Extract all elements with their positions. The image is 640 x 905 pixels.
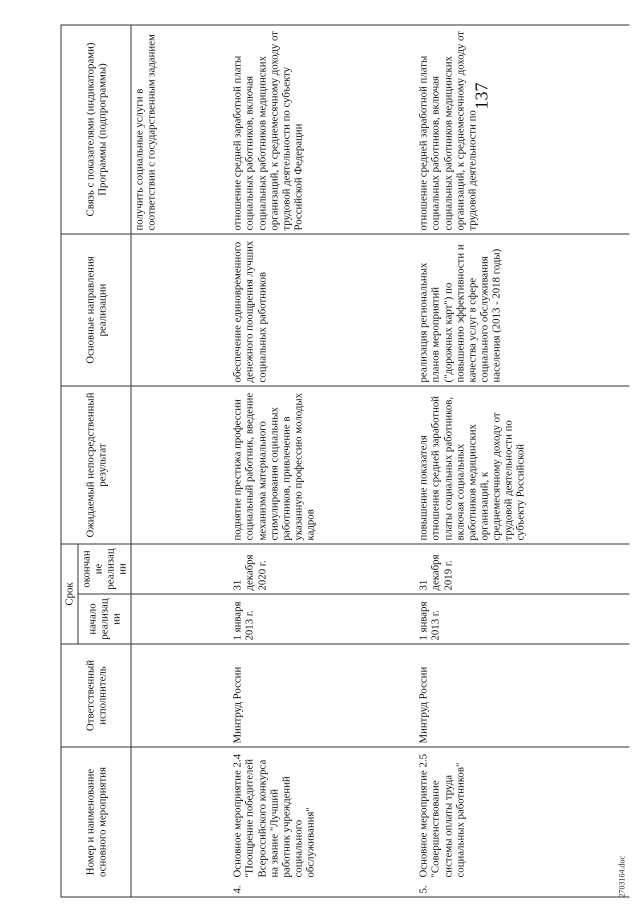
header-main-directions: Основные направления реализации [61, 234, 131, 386]
cell-executor: Минтруд России [409, 644, 629, 747]
row-number: 4. [231, 884, 244, 893]
measures-table [60, 24, 629, 897]
header-expected-result: Ожидаемый непосредственный результат [61, 386, 131, 544]
header-program-link: Связь с показателями (индикаторами) Программы (подпрограммы) [61, 25, 131, 234]
header-executor: Ответственный исполнитель [61, 644, 131, 747]
table-body [131, 25, 630, 897]
document-footer-code: 2703164.doc [617, 855, 626, 897]
measure-name: Основное мероприятие 2.5 "Совершенствование системы оплаты труда социальных работников" [417, 753, 466, 877]
cell-empty [131, 386, 224, 544]
cell-program-link: получить социальные услуги в соответствии с государственным заданием [131, 25, 224, 234]
header-number-and-name: Номер и наименование основного мероприятия [61, 747, 131, 897]
cell-number-and-name [409, 747, 629, 897]
cell-expected-result: повышение показателя отношения средней заработной платы социальных работников, включая социальных работников медицинских организаций, к среднемесячному доходу от трудовой деятельности по субъекту Российской [409, 386, 629, 544]
header-term: Срок [61, 544, 78, 644]
measure-name: Основное мероприятие 2.4 "Поощрение победителей Всероссийского конкурса на звание "Лучший работник учреждений социального обслуживания" [231, 753, 316, 877]
cell-main-directions: реализация региональных планов мероприятий ("дорожных карт") по повышению эффективности и качества услуг в сфере социального обслуживания населения (2013 - 2018 годы) [409, 234, 629, 386]
page-number: 137 [471, 82, 491, 109]
cell-main-directions: обеспечение единовременного денежного поощрения лучших социальных работников [223, 234, 409, 386]
cell-number-and-name [223, 747, 409, 897]
table-row [409, 25, 629, 897]
cell-empty [131, 644, 224, 747]
cell-start: 1 января 2013 г. [409, 594, 629, 644]
cell-program-link: отношение средней заработной платы социальных работников, включая социальных работников медицинских организаций, к среднемесячному доходу от трудовой деятельности по [409, 25, 629, 234]
header-term-start: начало реализации [78, 594, 131, 644]
cell-empty [131, 747, 224, 897]
cell-start: 1 января 2013 г. [223, 594, 409, 644]
table-row [223, 25, 409, 897]
cell-end: 31 декабря 2020 г. [223, 544, 409, 594]
table-header [61, 25, 131, 897]
cell-empty [131, 594, 224, 644]
cell-program-link: отношение средней заработной платы социальных работников, включая социальных работников медицинских организаций, к среднемесячному доходу от трудовой деятельности по субъекту Российской Федерации [223, 25, 409, 234]
row-number: 5. [417, 884, 430, 893]
header-term-end: окончание реализации [78, 544, 131, 594]
cell-expected-result: поднятие престижа профессии социальный работник, введение механизма материального стимулирования социальных работников, привлечение в указанную профессию молодых кадров [223, 386, 409, 544]
cell-empty [131, 544, 224, 594]
cell-end: 31 декабря 2019 г. [409, 544, 629, 594]
cell-executor: Минтруд России [223, 644, 409, 747]
table-row-continuation [131, 25, 224, 897]
cell-empty [131, 234, 224, 386]
